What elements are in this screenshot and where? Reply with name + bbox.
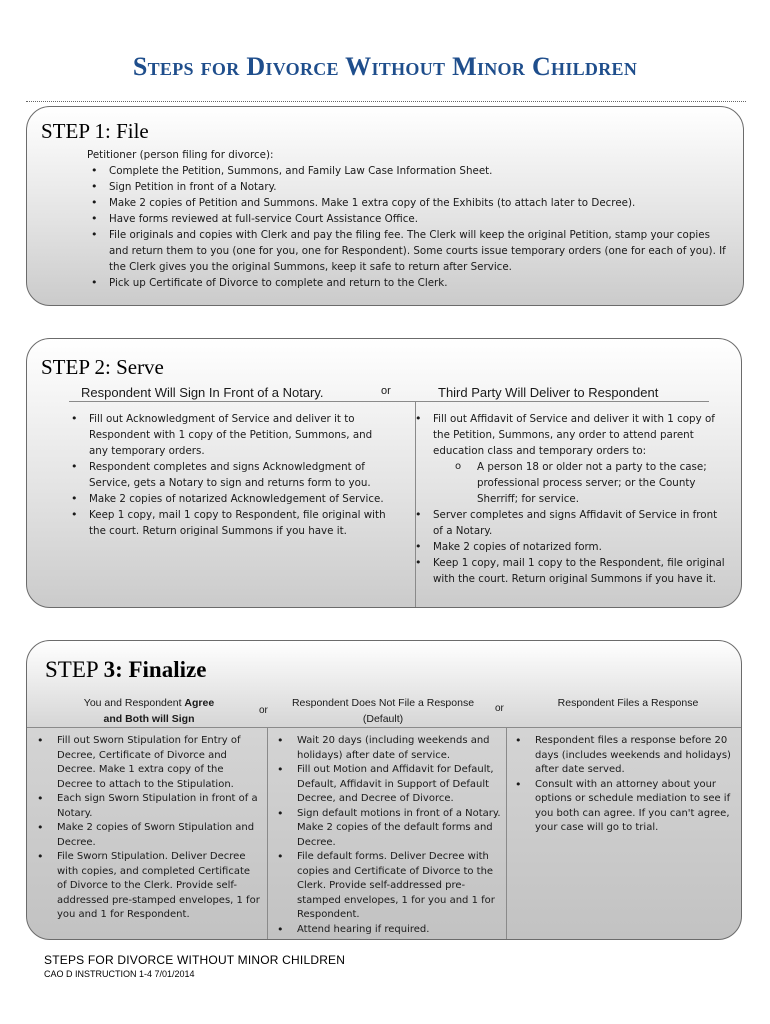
step3-col3-header: Respondent Files a Response xyxy=(557,697,699,709)
step1-body xyxy=(87,147,727,291)
step3-col2-item: • Fill out Motion and Affidavit for Default, Default, Affidavit in Support of Default Decree, and Decree of Divorce. xyxy=(271,763,503,807)
step1-item: • Have forms reviewed at full-service Court Assistance Office. xyxy=(87,211,727,227)
step3-col2-header xyxy=(283,695,483,727)
step3-col1-header-agree: Agree xyxy=(184,697,215,709)
step3-column-divider xyxy=(506,727,507,939)
step1-item: • Sign Petition in front of a Notary. xyxy=(87,179,727,195)
step3-col2-item: • Attend hearing if required. xyxy=(271,923,503,938)
page-title: Steps for Divorce Without Minor Children xyxy=(132,52,638,81)
step3-col2-header-line1: Respondent Does Not File a Response xyxy=(291,697,475,709)
step3-heading xyxy=(45,657,206,683)
step2-right-sublist xyxy=(433,459,729,507)
step3-col1-header-text: You and Respondent xyxy=(83,697,185,709)
step3-col2-list xyxy=(271,734,503,937)
step1-item: • File originals and copies with Clerk and pay the filing fee. The Clerk will keep the original Petition, stamp your copies and return them to you (one for you, one for Respondent). Some courts issue temporary orders (one for each of you). If the Clerk gives you the original Summons, keep it safe to return after Service. xyxy=(87,227,727,275)
step3-col1-list xyxy=(31,734,261,923)
step3-col2 xyxy=(271,734,503,937)
step1-heading: STEP 1: File xyxy=(41,119,149,143)
step3-col1-header xyxy=(49,695,249,727)
step3-or-2: or xyxy=(495,703,504,714)
step3-col2-item: • File default forms. Deliver Decree with copies and Certificate of Divorce to the Clerk. Provide self-addressed pre-stamped envelopes, 1 for you and 1 for Respondent. xyxy=(271,850,503,923)
step3-column-divider xyxy=(267,727,268,939)
step2-right-item: • Server completes and signs Affidavit of Service in front of a Notary. xyxy=(411,507,729,539)
step1-list xyxy=(87,163,727,291)
title-divider xyxy=(26,101,746,102)
step2-right-item xyxy=(411,411,729,507)
step3-heading-prefix: STEP xyxy=(45,657,104,682)
step3-col2-item: • Sign default motions in front of a Notary. Make 2 copies of the default forms and Decree. xyxy=(271,807,503,851)
step2-right-item: • Keep 1 copy, mail 1 copy to the Respondent, file original with the court. Return original Summons if you have it. xyxy=(411,555,729,587)
step2-heading: STEP 2: Serve xyxy=(41,355,164,379)
footer-code: CAO D INSTRUCTION 1-4 7/01/2014 xyxy=(44,969,195,979)
step1-panel xyxy=(26,106,744,306)
step2-right-column xyxy=(411,411,729,587)
step3-panel xyxy=(26,640,742,940)
step3-col3-list xyxy=(509,734,739,836)
step1-intro: Petitioner (person filing for divorce): xyxy=(87,149,274,161)
step2-left-list xyxy=(67,411,387,539)
footer-title: STEPS FOR DIVORCE WITHOUT MINOR CHILDREN xyxy=(44,953,346,967)
step3-col3-item: • Consult with an attorney about your options or schedule mediation to see if you both can agree. If you can't agree, your case will go to trial. xyxy=(509,778,739,836)
step3-col1-item: • Fill out Sworn Stipulation for Entry of Decree, Certificate of Divorce and Decree. Make 1 extra copy of the Decree to attach to the Stipulation. xyxy=(31,734,261,792)
step3-header-rule xyxy=(27,727,741,728)
step2-left-header: Respondent Will Sign In Front of a Notary. xyxy=(81,385,324,400)
step2-right-item: • Make 2 copies of notarized form. xyxy=(411,539,729,555)
step3-col3 xyxy=(509,734,739,836)
step3-or-1: or xyxy=(259,705,268,716)
step2-right-item-text: Fill out Affidavit of Service and deliver it with 1 copy of the Petition, Summons, any order to attend parent education class and temporary orders to: xyxy=(433,413,715,457)
step2-panel xyxy=(26,338,742,608)
step1-item: • Pick up Certificate of Divorce to complete and return to the Clerk. xyxy=(87,275,727,291)
step3-col1-header-sign: and Both will Sign xyxy=(103,713,195,725)
step3-col2-header-line2: (Default) xyxy=(362,713,404,725)
step3-col2-item: • Wait 20 days (including weekends and holidays) after date of service. xyxy=(271,734,503,763)
step2-right-header: Third Party Will Deliver to Respondent xyxy=(438,385,659,400)
step2-right-subitem: o A person 18 or older not a party to the case; professional process server; or the County Sherriff; for service. xyxy=(433,459,729,507)
step3-col1-item: • Make 2 copies of Sworn Stipulation and Decree. xyxy=(31,821,261,850)
step2-left-item: • Make 2 copies of notarized Acknowledgement of Service. xyxy=(67,491,387,507)
step2-header-rule xyxy=(69,401,709,402)
step2-left-item: • Respondent completes and signs Acknowledgment of Service, gets a Notary to sign and returns form to you. xyxy=(67,459,387,491)
step1-item: • Complete the Petition, Summons, and Family Law Case Information Sheet. xyxy=(87,163,727,179)
step3-col1-item: • File Sworn Stipulation. Deliver Decree with copies, and completed Certificate of Divorce to the Clerk. Provide self-addressed pre-stamped envelopes, 1 for you and 1 for Respondent. xyxy=(31,850,261,923)
step2-left-item: • Keep 1 copy, mail 1 copy to Respondent, file original with the court. Return original Summons if you have it. xyxy=(67,507,387,539)
step3-col3-item: • Respondent files a response before 20 days (includes weekends and holidays) after date served. xyxy=(509,734,739,778)
step1-item: • Make 2 copies of Petition and Summons. Make 1 extra copy of the Exhibits (to attach later to Decree). xyxy=(87,195,727,211)
step2-right-list xyxy=(411,411,729,587)
step3-heading-title: 3: Finalize xyxy=(103,657,207,682)
step2-left-column xyxy=(67,411,387,539)
step3-col1 xyxy=(31,734,261,923)
step2-or: or xyxy=(381,385,391,397)
step3-col1-item: • Each sign Sworn Stipulation in front of a Notary. xyxy=(31,792,261,821)
step2-left-item: • Fill out Acknowledgment of Service and deliver it to Respondent with 1 copy of the Petition, Summons, and any temporary orders. xyxy=(67,411,387,459)
